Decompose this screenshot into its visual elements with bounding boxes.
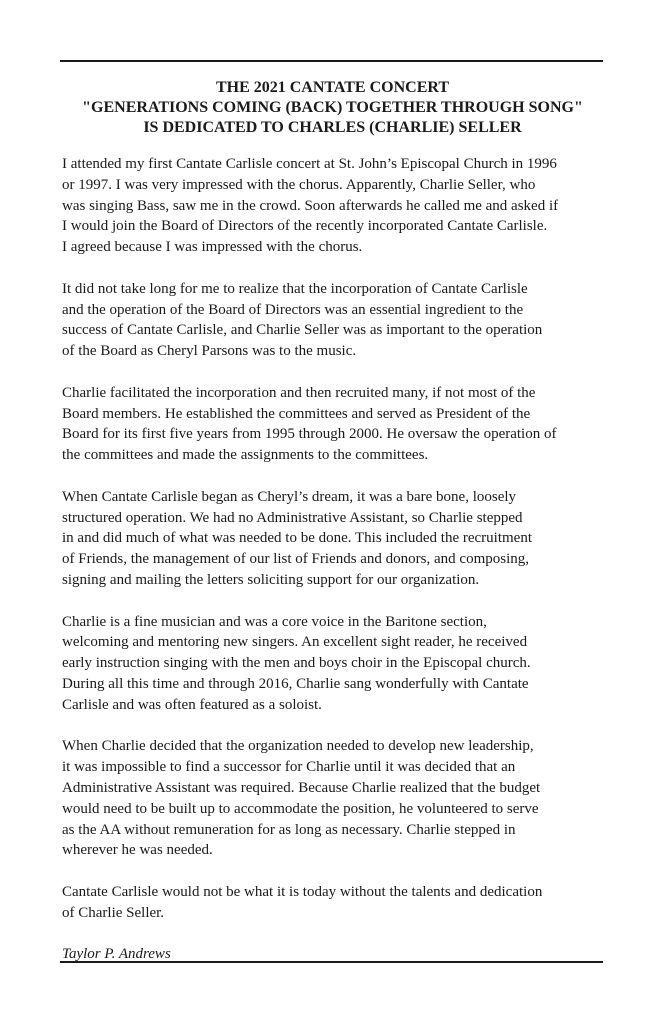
text-line: of Charlie Seller.: [62, 904, 165, 921]
text-line: early instruction singing with the men and boys choir in the Episcopal church.: [62, 655, 531, 672]
text-line: Carlisle and was often featured as a soloist.: [62, 696, 322, 713]
text-line: Board for its first five years from 1995 through 2000. He oversaw the operation of: [62, 426, 557, 443]
top-rule: [60, 60, 603, 62]
text-line: I would join the Board of Directors of the recently incorporated Cantate Carlisle.: [62, 218, 548, 235]
bottom-rule: [60, 961, 603, 963]
page-title: [62, 78, 603, 138]
text-line: it was impossible to find a successor for Charlie until it was decided that an: [62, 759, 516, 776]
paragraph-6: [62, 736, 603, 861]
text-line: When Charlie decided that the organization needed to develop new leadership,: [62, 738, 534, 755]
text-line: Charlie facilitated the incorporation and then recruited many, if not most of the: [62, 384, 536, 401]
paragraph-5: [62, 612, 603, 716]
text-line: and the operation of the Board of Directors was an essential ingredient to the: [62, 301, 524, 318]
title-line-3: IS DEDICATED TO CHARLES (CHARLIE) SELLER: [143, 119, 522, 136]
dedication-article: [62, 78, 603, 965]
text-line: of Friends, the management of our list of Friends and donors, and composing,: [62, 551, 530, 568]
author-signature: Taylor P. Andrews: [62, 946, 171, 963]
text-line: Administrative Assistant was required. Because Charlie realized that the budget: [62, 779, 541, 796]
text-line: I agreed because I was impressed with the chorus.: [62, 239, 363, 256]
text-line: structured operation. We had no Administrative Assistant, so Charlie stepped: [62, 509, 523, 526]
text-line: of the Board as Cheryl Parsons was to the music.: [62, 343, 357, 360]
text-line: success of Cantate Carlisle, and Charlie Seller was as important to the operation: [62, 322, 543, 339]
paragraph-1: [62, 154, 603, 258]
text-line: as the AA without remuneration for as long as necessary. Charlie stepped in: [62, 821, 516, 838]
text-line: I attended my first Cantate Carlisle concert at St. John’s Episcopal Church in 1996: [62, 156, 557, 172]
text-line: When Cantate Carlisle began as Cheryl’s dream, it was a bare bone, loosely: [62, 488, 517, 505]
text-line: Charlie is a fine musician and was a core voice in the Baritone section,: [62, 613, 487, 630]
paragraph-2: [62, 279, 603, 362]
title-line-2: "GENERATIONS COMING (BACK) TOGETHER THROUGH SONG": [82, 99, 583, 116]
text-line: was singing Bass, saw me in the crowd. Soon afterwards he called me and asked if: [62, 197, 559, 214]
text-line: During all this time and through 2016, Charlie sang wonderfully with Cantate: [62, 675, 529, 692]
text-line: Cantate Carlisle would not be what it is today without the talents and dedication: [62, 883, 543, 900]
text-line: signing and mailing the letters soliciting support for our organization.: [62, 571, 480, 588]
text-line: in and did much of what was needed to be done. This included the recruitment: [62, 530, 533, 547]
text-line: wherever he was needed.: [62, 842, 213, 859]
paragraph-3: [62, 383, 603, 466]
text-line: would need to be built up to accommodate the position, he volunteered to serve: [62, 800, 539, 817]
text-line: welcoming and mentoring new singers. An excellent sight reader, he received: [62, 634, 528, 651]
text-line: or 1997. I was very impressed with the chorus. Apparently, Charlie Seller, who: [62, 176, 536, 193]
text-line: It did not take long for me to realize that the incorporation of Cantate Carlisle: [62, 280, 528, 297]
paragraph-7: [62, 882, 603, 924]
paragraph-4: [62, 487, 603, 591]
text-line: Board members. He established the committees and served as President of the: [62, 405, 531, 422]
text-line: the committees and made the assignments to the committees.: [62, 447, 429, 464]
title-line-1: THE 2021 CANTATE CONCERT: [215, 79, 450, 96]
